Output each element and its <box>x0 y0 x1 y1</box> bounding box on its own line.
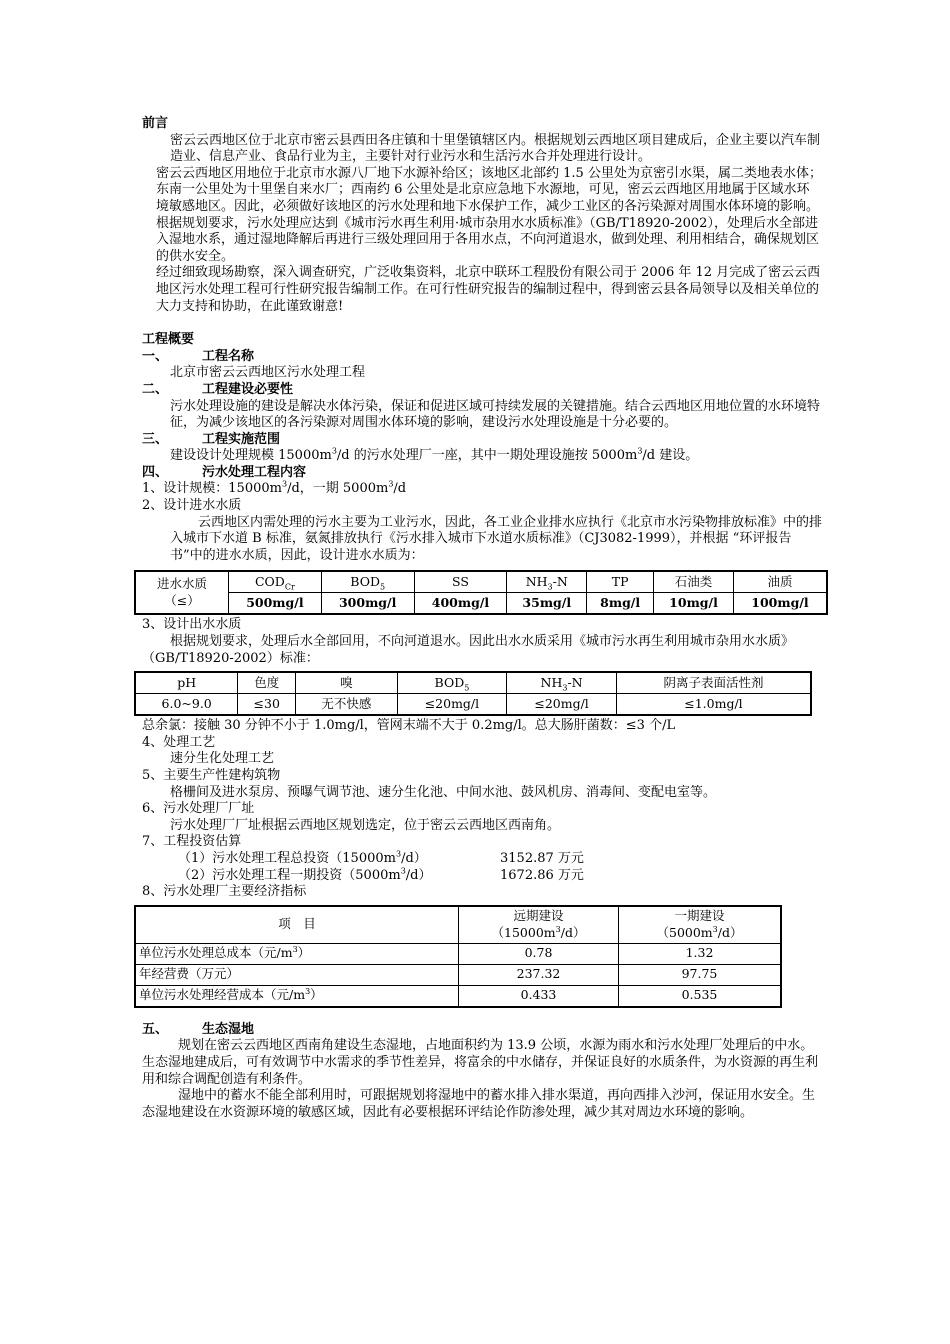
row-label: 年经营费（万元） <box>135 964 459 985</box>
economics-table <box>134 905 782 1008</box>
bod-header: $BOD_5$ <box>321 571 414 593</box>
wetland-para-2: 湿地中的蓄水不能全部利用时，可跟据规划将湿地中的蓄水排入排水渠道，再向西排入沙河，保证用水安全。生态湿地建设在水资源环境的敏感区域，因此有必要根据环评结论作防渗处理，减少其对周边水环境的影响。 <box>142 1088 816 1120</box>
nh3-header: $NH_3-N$ <box>507 672 617 694</box>
inlet-quality-heading: 2、设计进水水质 <box>142 498 242 514</box>
table-cell: 6.0~9.0 <box>135 694 238 716</box>
preface-para-3: 根据规划要求，污水处理应达到《城市污水再生利用·城市杂用水水质标准》（GB/T18920-2002），处理后水全部进入湿地水系，通过湿地降解后再进行三级处理回用于各用水点，不向河道退水，做到处理、利用相结合，确保规划区的供水安全。 <box>156 215 820 264</box>
nh3-header: $NH_3-N$ <box>507 571 587 593</box>
petroleum-header: 石油类 <box>654 571 734 593</box>
process-text: 速分生化处理工艺 <box>170 751 275 767</box>
row-label: 单位污水处理经营成本（元$/m^3$） <box>135 985 459 1007</box>
bod-header: $BOD_5$ <box>397 672 507 694</box>
section-4-heading <box>142 465 822 482</box>
site-text: 污水处理厂厂址根据云西地区规划选定，位于密云云西地区西南角。 <box>170 817 561 833</box>
preface-para-1: 密云云西地区位于北京市密云县西田各庄镇和十里堡镇辖区内。根据规划云西地区项目建成后，企业主要以汽车制造业、信息产业、食品行业为主，主要针对行业污水和生活污水合并处理进行设计。 <box>170 132 821 165</box>
buildings-heading: 5、主要生产性建构筑物 <box>142 768 281 783</box>
section-number: 一、 <box>142 348 169 364</box>
table-cell: 10mg/l <box>654 593 734 615</box>
site-heading: 6、污水处理厂厂址 <box>142 801 255 817</box>
table-cell: 100mg/l <box>733 593 827 615</box>
project-name: 北京市密云云西地区污水处理工程 <box>170 365 366 381</box>
table-row <box>135 943 781 964</box>
table-cell: 97.75 <box>619 964 782 985</box>
far-term-header: 远期建设 $(15000m^3/d)$ <box>459 906 619 944</box>
economics-heading: 8、污水处理厂主要经济指标 <box>142 884 307 900</box>
table-row <box>135 985 781 1007</box>
surfactant-header: 阴离子表面活性剂 <box>616 672 811 694</box>
table-cell: ≤20mg/l <box>397 694 507 716</box>
table-cell: 300mg/l <box>321 593 414 615</box>
investment-value: 1672.86 万元 <box>500 867 584 883</box>
table-cell: 0.78 <box>459 943 619 964</box>
table-cell: 1.32 <box>619 943 782 964</box>
scope-text: 建设设计处理规模 $15000m^3/d$ 的污水处理厂一座，其中一期处理设施按 $5000m^3/d$ 建设。 <box>170 446 699 464</box>
section-number: 四、 <box>142 464 169 480</box>
section-title: 工程建设必要性 <box>202 381 294 397</box>
table-cell: 0.433 <box>459 985 619 1007</box>
table-cell: 35mg/l <box>507 593 587 615</box>
preface-title: 前言 <box>142 116 169 131</box>
section-title: 污水处理工程内容 <box>202 464 307 480</box>
color-header: 色度 <box>238 672 296 694</box>
inlet-label-cell: 进水水质 （≤） <box>135 571 229 614</box>
section-number: 二、 <box>142 381 169 397</box>
section-number: 五、 <box>142 1021 169 1037</box>
table-cell: 0.535 <box>619 985 782 1007</box>
wetland-para-1: 规划在密云云西地区西南角建设生态湿地，占地面积约为 13.9 公顷，水源为雨水和污水处理厂处理后的中水。生态湿地建成后，可有效调节中水需求的季节性差异，将富余的中水储存，并保证良好的水质条件，为水资源的再生利用和综合调配创造有利条件。 <box>142 1038 819 1087</box>
section-2-heading <box>142 382 822 399</box>
outlet-quality-heading: 3、设计出水水质 <box>142 617 242 633</box>
table-cell: ≤20mg/l <box>507 694 617 716</box>
table-cell: 500mg/l <box>229 593 322 615</box>
section-title: 生态湿地 <box>202 1021 255 1037</box>
section-5-heading <box>142 1022 822 1039</box>
ph-header: pH <box>135 672 238 694</box>
row-label: 单位污水处理总成本（元$/m^3$） <box>135 943 459 964</box>
investment-value: 3152.87 万元 <box>500 850 584 866</box>
inlet-quality-table <box>134 570 828 615</box>
cod-header: $COD_{Cr}$ <box>229 571 322 593</box>
section-title: 工程实施范围 <box>202 431 281 447</box>
process-heading: 4、处理工艺 <box>142 734 216 750</box>
section-title: 工程名称 <box>202 348 255 364</box>
inlet-quality-text: 云西地区内需处理的污水主要为工业污水，因此，各工业企业排水应执行《北京市水污染物排放标准》中的排入城市下水道 B 标准，氨氮排放执行《污水排入城市下水道水质标准》（CJ3082-1999），并根据 “环评报告书”中的进水水质，因此，设计进水水质为： <box>170 514 823 563</box>
outlet-quality-text: 根据规划要求，处理后水全部回用，不向河道退水。因此出水水质采用《城市污水再生利用城市杂用水水质》（GB/T18920-2002）标准： <box>142 634 795 666</box>
buildings-text: 格栅间及进水泵房、预曝气调节池、速分生化池、中间水池、鼓风机房、消毒间、变配电室等。 <box>170 784 717 800</box>
section-number: 三、 <box>142 431 169 447</box>
table-cell: ≤1.0mg/l <box>616 694 811 716</box>
table-row <box>135 964 781 985</box>
overview-title: 工程概要 <box>142 332 195 348</box>
investment-phase1: （2）污水处理工程一期投资$(5000m^3/d)$ 1672.86 万元 <box>178 866 584 883</box>
oil-header: 油质 <box>733 571 827 593</box>
odor-header: 嗅 <box>296 672 397 694</box>
table-cell: 8mg/l <box>587 593 654 615</box>
section-3-heading <box>142 432 822 449</box>
document-page <box>139 116 823 1121</box>
tp-header: TP <box>587 571 654 593</box>
investment-heading: 7、工程投资估算 <box>142 834 242 850</box>
preface-para-2: 密云云西地区用地位于北京市水源八厂地下水源补给区；该地区北部约 1.5 公里处为京密引水渠，属二类地表水体；东南一公里处为十里堡自来水厂；西南约 6 公里处是北京应急地下水源地，可见，密云云西地区用地属于区域水环境敏感地区。因此，必须做好该地区的污水处理和地下水保护工作，减少工业区的各污染源对周围水体环境的影响。 <box>156 165 822 214</box>
table-cell: 400mg/l <box>414 593 507 615</box>
phase1-header: 一期建设 $(5000m^3/d)$ <box>619 906 782 944</box>
preface-para-4: 经过细致现场勘察，深入调查研究，广泛收集资料，北京中联环工程股份有限公司于 2006 年 12 月完成了密云云西地区污水处理工程可行性研究报告编制工作。在可行性研究报告的编制过程中，得到密云县各局领导以及相关单位的大力支持和协助，在此谨致谢意! <box>156 265 821 314</box>
outlet-quality-table <box>134 671 812 716</box>
table-cell: 237.32 <box>459 964 619 985</box>
table-cell: ≤30 <box>238 694 296 716</box>
chlorine-text: 总余氯：接触 30 分钟不小于 1.0mg/l，管网末端不大于 0.2mg/l。总大肠肝菌数：≤3 个/L <box>142 718 676 734</box>
necessity-text: 污水处理设施的建设是解决水体污染，保证和促进区域可持续发展的关键措施。结合云西地区用地位置的水环境特征，为减少该地区的各污染源对周围水体环境的影响，建设污水处理设施是十分必要的。 <box>170 398 821 431</box>
section-1-heading <box>142 349 822 366</box>
item-header: 项 目 <box>135 906 459 944</box>
table-cell: 无不快感 <box>296 694 397 716</box>
ss-header: SS <box>414 571 507 593</box>
design-scale: 1、设计规模：$15000m^3/d$，一期 $5000m^3/d$ <box>142 480 407 497</box>
investment-total: （1）污水处理工程总投资$(15000m^3/d)$ 3152.87 万元 <box>178 849 584 866</box>
